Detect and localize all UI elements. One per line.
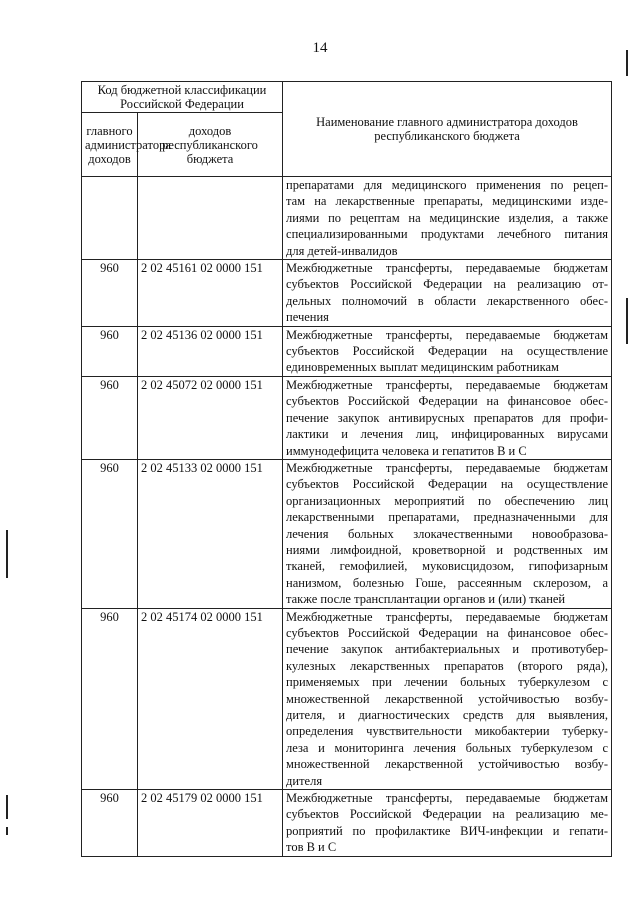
cell-revenue-name [283,260,612,327]
cell-revenue-name [283,608,612,789]
text-line: там на лекарственные препараты, медицинскими изде- [286,194,609,209]
cell-revenue-code: 2 02 45161 02 0000 151 [138,260,283,327]
scan-artifact [6,827,8,835]
text-line: иммунодефицита человека и гепатитов B и C [286,443,527,458]
cell-chief-administrator-code: 960 [82,608,138,789]
text-line: определения чувствительности микобактерии туберку- [286,724,609,739]
text-line: печение закупок антивирусных препаратов для профи- [286,410,609,425]
table-row [82,790,612,857]
text-line: субъектов Российской Федерации на реализацию от- [286,277,609,292]
table-row [82,177,612,260]
text-line: Межбюджетные трансферты, передаваемые бюджетам [286,377,609,392]
table-row [82,459,612,608]
text-line: субъектов Российской Федерации на реализацию ме- [286,807,609,822]
text-line: применяемых при лечении больных туберкулезом с [286,675,609,690]
cell-revenue-code: 2 02 45174 02 0000 151 [138,608,283,789]
cell-revenue-code [138,177,283,260]
text-line: дителя [286,773,323,788]
text-line: Межбюджетные трансферты, передаваемые бюджетам [286,791,609,806]
text-line: Межбюджетные трансферты, передаваемые бюджетам [286,261,609,276]
text-line: дителя, и диагностических средств для выявления, [286,708,609,722]
text-line: Межбюджетные трансферты, передаваемые бюджетам [286,327,609,342]
text-line: дельных полномочий в области лекарственного обес- [286,293,609,308]
header-chief-administrator: главного администратора доходов [82,113,138,177]
text-line: множественной лекарственной устойчивостью возбу- [286,757,609,772]
text-line: печения [286,310,329,325]
cell-revenue-name [283,376,612,459]
table-row [82,260,612,327]
text-line: субъектов Российской Федерации на осуществление [286,344,609,359]
text-line: тов B и C [286,840,337,855]
table-row [82,326,612,376]
cell-chief-administrator-code: 960 [82,260,138,327]
text-line: препаратами для медицинского применения по рецеп- [286,178,609,192]
cell-revenue-code: 2 02 45133 02 0000 151 [138,459,283,608]
header-budget-code-group: Код бюджетной классификации Российской Федерации [82,82,283,113]
scan-artifact [626,298,628,344]
cell-chief-administrator-code [82,177,138,260]
text-line: лечения больных злокачественными новообразова- [286,526,609,541]
text-line: также после трансплантации органов и (или) тканей [286,592,566,607]
cell-revenue-name [283,459,612,608]
cell-chief-administrator-code: 960 [82,790,138,857]
page-number: 14 [312,40,328,56]
text-line: множественной лекарственной устойчивостью возбу- [286,691,609,706]
text-line: единовременных выплат медицинским работникам [286,360,559,375]
table-row [82,608,612,789]
text-line: субъектов Российской Федерации на осуществление [286,477,609,492]
cell-revenue-name [283,177,612,260]
cell-revenue-name [283,326,612,376]
text-line: специализированными продуктами лечебного питания [286,227,609,242]
cell-revenue-code: 2 02 45072 02 0000 151 [138,376,283,459]
scan-artifact [626,50,628,76]
table-body [82,177,612,857]
header-republic-budget-revenue: доходов республиканского бюджета [138,113,283,177]
table-row [82,376,612,459]
header-administrator-name: Наименование главного администратора доходов республиканского бюджета [283,82,612,177]
text-line: лактики и лечения лиц, инфицированных вирусами [286,427,609,442]
text-line: лекарственными препаратами, предназначенными для [286,510,609,525]
text-line: организационных мероприятий по обеспечению лиц [286,493,609,508]
text-line: тканей, гемофилией, муковисцидозом, гипофизарным [286,559,609,574]
text-line: ниями лимфоидной, кроветворной и родственных им [286,542,609,557]
cell-chief-administrator-code: 960 [82,326,138,376]
text-line: субъектов Российской Федерации на финансовое обес- [286,394,609,409]
text-line: леза и мониторинга лечения больных туберкулезом с [286,740,609,755]
text-line: нанизмом, болезнью Гоше, рассеянным склерозом, а [286,575,609,590]
cell-chief-administrator-code: 960 [82,459,138,608]
scan-artifact [6,530,8,578]
text-line: лиями по рецептам на медицинские изделия, а также [286,210,609,225]
scan-artifact [6,795,8,819]
text-line: Межбюджетные трансферты, передаваемые бюджетам [286,460,609,475]
revenue-administrators-table [81,81,612,857]
cell-revenue-code: 2 02 45179 02 0000 151 [138,790,283,857]
text-line: для детей-инвалидов [286,243,398,258]
cell-revenue-name [283,790,612,857]
text-line: субъектов Российской Федерации на финансовое обес- [286,625,609,640]
cell-revenue-code: 2 02 45136 02 0000 151 [138,326,283,376]
text-line: роприятий по профилактике ВИЧ-инфекции и гепати- [286,823,609,838]
cell-chief-administrator-code: 960 [82,376,138,459]
text-line: печение закупок антибактериальных и противотубер- [286,642,609,657]
text-line: Межбюджетные трансферты, передаваемые бюджетам [286,609,609,624]
text-line: кулезных лекарственных препаратов (второго ряда), [286,658,609,673]
